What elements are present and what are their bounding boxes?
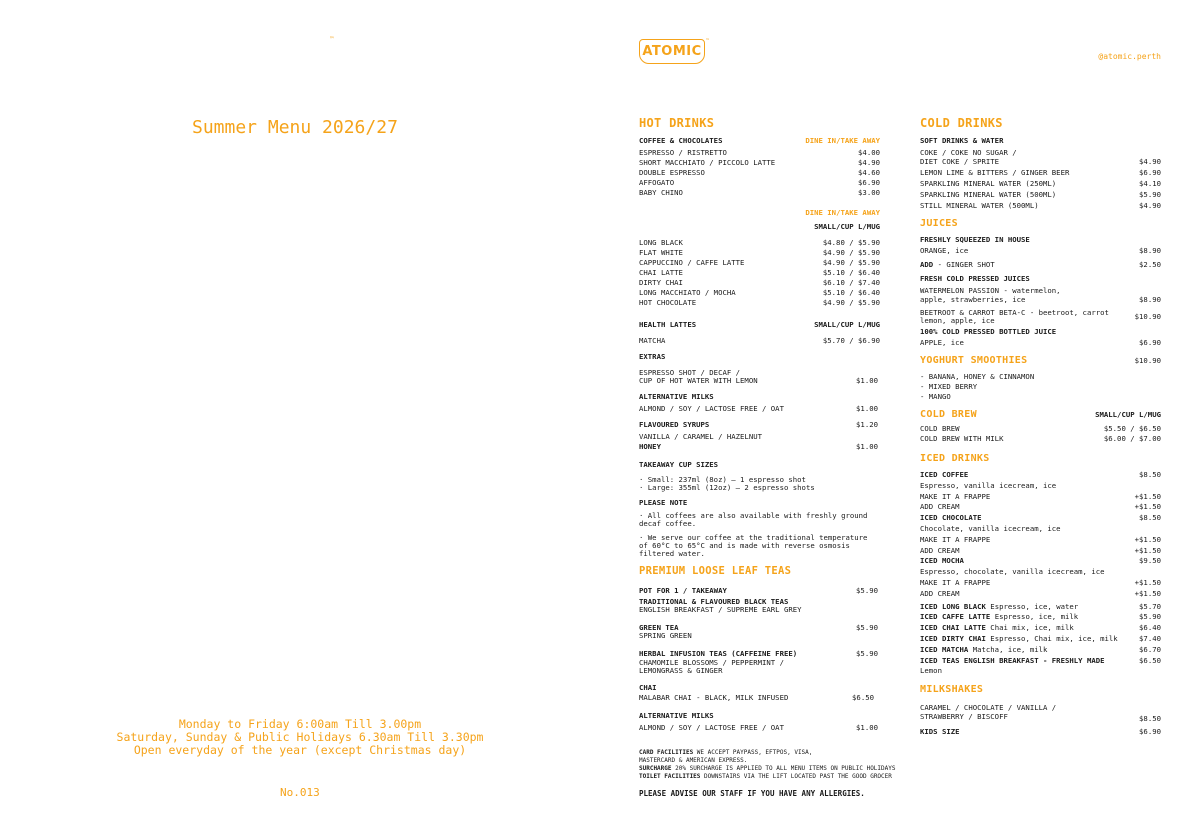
menu-item: DOUBLE ESPRESSO $4.60 [639,168,880,177]
herbal-tea-header: HERBAL INFUSION TEAS (CAFFEINE FREE) [639,649,798,658]
please-note-header: PLEASE NOTE [639,498,688,507]
menu-item: LONG BLACK $4.80 / $5.90 [639,238,880,247]
soft-drinks-list [920,148,1161,211]
menu-item: HOT CHOCOLATE $4.90 / $5.90 [639,298,880,307]
menu-item: COKE / COKE NO SUGAR / [920,148,1017,157]
milkshakes-heading: MILKSHAKES [920,684,984,696]
cold-brew-heading: COLD BREW [920,409,977,420]
chai-header: CHAI [639,683,657,692]
bottled-juice-header: 100% COLD PRESSED BOTTLED JUICE [920,327,1057,336]
dine-in-label-2: DINE IN/TAKE AWAY [805,208,880,217]
allergy-notice: PLEASE ADVISE OUR STAFF IF YOU HAVE ANY ALLERGIES. [639,789,865,798]
page-number: No.013 [280,786,320,799]
smoothies-heading: YOGHURT SMOOTHIES [920,355,1028,366]
smoothie-list [920,372,1161,402]
cold-drinks-heading: COLD DRINKS [920,116,1003,130]
logo-trademark: ™ [706,38,710,44]
milk-coffee-list [639,238,880,308]
honey-item: HONEY [639,442,661,451]
menu-item: DIRTY CHAI $6.10 / $7.40 [639,278,880,287]
hours-everyday: Open everyday of the year (except Christmas day) [133,743,467,757]
list-item: - MANGO [920,392,951,401]
menu-item: LEMON LIME & BITTERS / GINGER BEER $6.90 [920,168,1161,177]
menu-item: SHORT MACCHIATO / PICCOLO LATTE $4.90 [639,158,880,167]
health-lattes-header: HEALTH LATTES [639,320,697,329]
iced-drinks-list: ICED COFFEE $8.50 Espresso, vanilla icecream, ice MAKE IT A FRAPPE +$1.50 ADD CREAM +$1.50 ICED CHOCOLATE $8.50 Chocolate, vanilla icecream, ice MAKE IT A FRAPPE +$1.50 ADD CREAM +$1.50 ICED MOCHA $9.50 Espresso, chocolate, vanilla icecream, ice MAKE IT A FRAPPE +$1.50 ADD CREAM +$1.50 ICED LONG BLACK Espresso, ice, water $5.70 ICED CAFFE LATTE Espresso, ice, milk $5.90 ICED CHAI LATTE Chai mix, ice, milk $6.40 ICED DIRTY CHAI Espresso, Chai mix, ice, milk $7.40 ICED MATCHA Matcha, ice, milk $6.70 ICED TEAS ENGLISH BREAKFAST - FRESHLY MADE $6.50 Lemon [920,470,1161,676]
green-tea-header: GREEN TEA [639,623,679,632]
health-size-header: SMALL/CUP L/MUG [814,320,880,329]
menu-item: FLAT WHITE $4.90 / $5.90 [639,248,880,257]
hours-weekend: Saturday, Sunday & Public Holidays 6.30am Till 3.30pm [116,730,484,744]
coffee-header: COFFEE & CHOCOLATES [639,136,723,145]
teas-section: PREMIUM LOOSE LEAF TEAS POT FOR 1 / TAKEAWAY $5.90 TRADITIONAL & FLAVOURED BLACK TEAS ENGLISH BREAKFAST / SUPREME EARL GREY GREEN TEA $5.90 SPRING GREEN HERBAL INFUSION TEAS (CAFFEINE FREE) $5.90 CHAMOMILE BLOSSOMS / PEPPERMINT / LEMONGRASS & GINGER CHAI MALABAR CHAI - BLACK, MILK INFUSED $6.50 ALTERNATIVE MILKS ALMOND / SOY / LACTOSE FREE / OAT $1.00 [639,565,878,732]
menu-item: ALMOND / SOY / LACTOSE FREE / OAT $1.00 [639,404,878,413]
extras-item: ESPRESSO SHOT / DECAF / [639,368,741,377]
menu-item: BABY CHINO $3.00 [639,188,880,197]
trademark-mark: ™ [330,36,334,43]
cup-sizes-list: · Small: 237ml (8oz) — 1 espresso shot · Large: 355ml (12oz) — 2 espresso shots [639,475,815,492]
menu-item: STILL MINERAL WATER (500ML) $4.90 [920,201,1161,210]
teas-heading: PREMIUM LOOSE LEAF TEAS [639,565,792,577]
list-item: - BANANA, HONEY & CINNAMON [920,372,1035,381]
alt-milks-header: ALTERNATIVE MILKS [639,392,714,401]
size-header: SMALL/CUP L/MUG [814,222,880,231]
menu-item: LONG MACCHIATO / MOCHA $5.10 / $6.40 [639,288,880,297]
hot-drinks-column: HOT DRINKS COFFEE & CHOCOLATES DINE IN/TAKE AWAY ESPRESSO / RISTRETTO $4.00 SHORT MACCHIATO / PICCOLO LATTE $4.90 DOUBLE ESPRESSO $4.60 AFFOGATO $6.90 BABY CHINO $3.00 DINE IN/TAKE AWAY SMALL/CUP L/MUG LONG BLACK $4.80 / $5.90 FLAT WHITE $4.90 / $5.90 CAPPUCCINO / CAFFE LATTE $4.90 / $5.90 CHAI LATTE $5.10 / $6.40 DIRTY CHAI $6.10 / $7.40 LONG MACCHIATO / MOCHA $5.10 / $6.40 HOT CHOCOLATE $4.90 / $5.90 HEALTH LATTES SMALL/CUP L/MUG MATCHA $5.70 / $6.90 EXTRAS ESPRESSO SHOT / DECAF / CUP OF HOT WATER WITH LEMON $1.00 ALTERNATIVE MILKS ALMOND / SOY / LACTOSE FREE / OAT $1.00 FLAVOURED SYRUPS $1.20 VANILLA / CARAMEL / HAZELNUT HONEY $1.00 TAKEAWAY CUP SIZES · Small: 237ml (8oz) — 1 espresso shot · Large: 355ml (12oz) — 2 espresso shots PLEASE NOTE · All coffees are also available with freshly ground decaf coffee. · We serve our coffee at the traditional temperature of 60°C to 65°C and is made with reverse osmosis filtered water. [639,116,880,558]
syrups-header: FLAVOURED SYRUPS [639,420,710,429]
facilities-footer: CARD FACILITIES WE ACCEPT PAYPASS, EFTPOS, VISA, MASTERCARD & AMERICAN EXPRESS. SURCHARGE 20% SURCHARGE IS APPLIED TO ALL MENU ITEMS ON PUBLIC HOLIDAYS TOILET FACILITIES DOWNSTAIRS VIA THE LIFT LOCATED PAST THE GOOD GROCER [639,749,896,780]
juices-heading: JUICES [920,218,958,229]
menu-item: ESPRESSO / RISTRETTO $4.00 [639,148,880,157]
cold-drinks-column: COLD DRINKS SOFT DRINKS & WATER COKE / COKE NO SUGAR / DIET COKE / SPRITE $4.90 LEMON LIME & BITTERS / GINGER BEER $6.90 SPARKLING MINERAL WATER (250ML) $4.10 SPARKLING MINERAL WATER (500ML) $5.90 STILL MINERAL WATER (500ML) $4.90 JUICES FRESHLY SQUEEZED IN HOUSE ORANGE, ice $8.90 ADD - GINGER SHOT $2.50 FRESH COLD PRESSED JUICES WATERMELON PASSION - watermelon, apple, strawberries, ice $8.90 BEETROOT & CARROT BETA-C - beetroot, carrot lemon, apple, ice $10.90 100% COLD PRESSED BOTTLED JUICE APPLE, ice $6.90 YOGHURT SMOOTHIES $10.90 - BANANA, HONEY & CINNAMON - MIXED BERRY - MANGO COLD BREW SMALL/CUP L/MUG COLD BREW $5.50 / $6.50 COLD BREW WITH MILK $6.00 / $7.00 ICED DRINKS ICED COFFEE $8.50 Espresso, vanilla icecream, ice MAKE IT A FRAPPE +$1.50 ADD CREAM +$1.50 ICED CHOCOLATE $8.50 Chocolate, vanilla icecream, ice MAKE IT A FRAPPE +$1.50 ADD CREAM +$1.50 ICED MOCHA $9.50 Espresso, chocolate, vanilla icecream, ice MAKE IT A FRAPPE +$1.50 ADD CREAM +$1.50 ICED LONG BLACK Espresso, ice, water $5.70 ICED CAFFE LATTE Espresso, ice, milk $5.90 ICED CHAI LATTE Chai mix, ice, milk $6.40 ICED DIRTY CHAI Espresso, Chai mix, ice, milk $7.40 ICED MATCHA Matcha, ice, milk $6.70 ICED TEAS ENGLISH BREAKFAST - FRESHLY MADE $6.50 Lemon MILKSHAKES CARAMEL / CHOCOLATE / VANILLA / STRAWBERRY / BISCOFF $8.50 KIDS SIZE $6.90 [920,116,1161,737]
menu-item: CHAI LATTE $5.10 / $6.40 [639,268,880,277]
syrup-items: VANILLA / CARAMEL / HAZELNUT [639,432,763,441]
black-teas-header: TRADITIONAL & FLAVOURED BLACK TEAS [639,597,789,606]
menu-item: DIET COKE / SPRITE $4.90 [920,157,1161,166]
menu-item: COLD BREW $5.50 / $6.50 [920,424,1161,433]
menu-item: AFFOGATO $6.90 [639,178,880,187]
note-decaf: · All coffees are also available with freshly ground decaf coffee. [639,511,868,528]
menu-item: MATCHA $5.70 / $6.90 [639,336,880,345]
menu-item: SPARKLING MINERAL WATER (500ML) $5.90 [920,190,1161,199]
dine-in-label: DINE IN/TAKE AWAY [805,136,880,145]
menu-item: COLD BREW WITH MILK $6.00 / $7.00 [920,434,1161,443]
menu-title: Summer Menu 2026/27 [192,117,398,138]
menu-item: CAPPUCCINO / CAFFE LATTE $4.90 / $5.90 [639,258,880,267]
soft-drinks-header: SOFT DRINKS & WATER [920,136,1004,145]
atomic-logo [639,39,705,64]
cold-pressed-header: FRESH COLD PRESSED JUICES [920,274,1030,283]
menu-item: SPARKLING MINERAL WATER (250ML) $4.10 [920,179,1161,188]
logo-text: ATOMIC [642,44,702,59]
coffee-list [639,148,880,198]
extras-header: EXTRAS [639,352,666,361]
instagram-handle: @atomic.perth [1098,52,1161,61]
iced-drinks-heading: ICED DRINKS [920,453,990,464]
list-item: - MIXED BERRY [920,382,978,391]
hours-weekday: Monday to Friday 6:00am Till 3.00pm [178,717,422,731]
fresh-squeezed-header: FRESHLY SQUEEZED IN HOUSE [920,235,1030,244]
cup-sizes-header: TAKEAWAY CUP SIZES [639,460,719,469]
hot-drinks-heading: HOT DRINKS [639,116,715,130]
note-temperature: · We serve our coffee at the traditional temperature of 60°C to 65°C and is made with reverse osmosis filtered water. [639,533,868,558]
tea-alt-milks-header: ALTERNATIVE MILKS [639,711,714,720]
